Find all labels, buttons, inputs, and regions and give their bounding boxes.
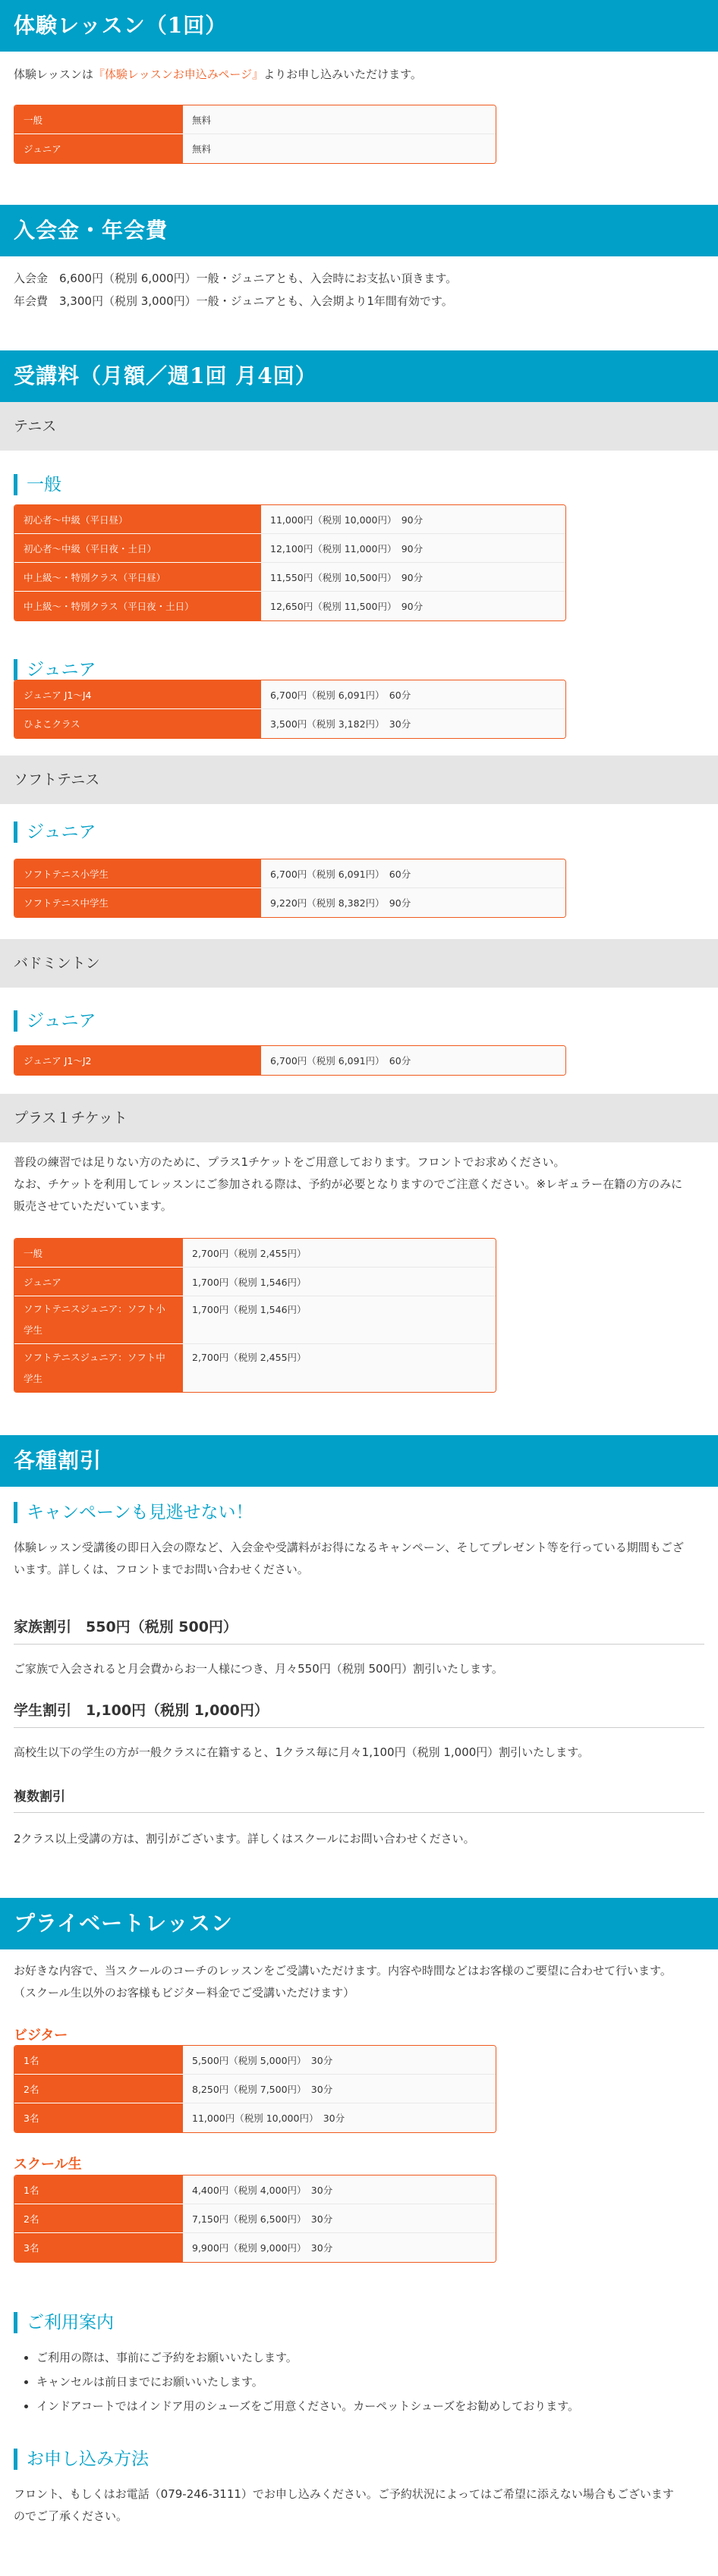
price-value: 4,400円（税別 4,000円） 30分 — [183, 2175, 496, 2204]
price-label: ジュニア J1～J2 — [14, 1046, 261, 1075]
table-row — [14, 1046, 565, 1075]
plus1-block — [0, 1094, 718, 1435]
list-item: • ご利用の際は、事前にご予約をお願いいたします。 — [36, 2345, 579, 2370]
tuition-title: 受講料（月額／週1回 月4回） — [0, 350, 718, 402]
list-item: • インドアコートではインドア用のシューズをご用意ください。カーペットシューズをお勧めしております。 — [36, 2394, 579, 2418]
price-label: ひよこクラス — [14, 709, 261, 738]
table-row — [14, 1344, 496, 1392]
price-value: 無料 — [183, 134, 496, 163]
price-value: 12,650円（税別 11,500円） 90分 — [261, 592, 565, 620]
price-value: 9,900円（税別 9,000円） 30分 — [183, 2233, 496, 2262]
price-label: 1名 — [14, 2046, 183, 2075]
category-label-soft-tennis: ソフトテニス — [0, 756, 718, 804]
price-label: 2名 — [14, 2075, 183, 2103]
price-value: 5,500円（税別 5,000円） 30分 — [183, 2046, 496, 2075]
table-row — [14, 1296, 496, 1344]
price-label: ジュニア — [14, 1268, 183, 1296]
category-label-badminton: バドミントン — [0, 939, 718, 988]
apply-text: フロント、もしくはお電話（079-246-3111）でお申し込みください。ご予約状況によってはご希望に添えない場合もございますのでご了承ください。 — [14, 2487, 674, 2523]
tennis-junior-heading: ジュニア — [14, 659, 96, 680]
trial-title: 体験レッスン（1回） — [0, 0, 718, 52]
table-row — [14, 2233, 496, 2262]
list-item: • キャンセルは前日までにお願いいたします。 — [36, 2370, 579, 2394]
table-row — [14, 563, 565, 592]
price-value: 6,700円（税別 6,091円） 60分 — [261, 680, 565, 709]
private-description: お好きな内容で、当スクールのコーチのレッスンをご受講いただけます。内容や時間などはお客様のご要望に合わせて行います。（スクール生以外のお客様もビジター料金でご受講いただけます） — [14, 1964, 672, 2000]
table-row — [14, 134, 496, 163]
family-discount-title: 家族割引 550円（税別 500円） — [14, 1616, 704, 1645]
price-label: ソフトテニス中学生 — [14, 888, 261, 917]
price-value: 11,000円（税別 10,000円） 30分 — [183, 2103, 496, 2132]
table-row — [14, 2204, 496, 2233]
trial-intro-pre: 体験レッスンは — [14, 68, 93, 81]
trial-application-link[interactable]: 『体験レッスンお申込みページ』 — [93, 68, 264, 81]
table-row — [14, 2103, 496, 2132]
visitor-prices — [14, 2045, 496, 2133]
price-label: 2名 — [14, 2204, 183, 2233]
price-value: 11,000円（税別 10,000円） 90分 — [261, 505, 565, 534]
price-value: 2,700円（税別 2,455円） — [183, 1239, 496, 1268]
section-tuition — [0, 350, 718, 402]
category-label-tennis-main: テニス — [0, 402, 718, 451]
fees-lines — [0, 267, 471, 313]
price-value: 3,500円（税別 3,182円） 30分 — [261, 709, 565, 738]
visitor-heading: ビジター — [14, 2028, 68, 2044]
apply-heading: お申し込み方法 — [14, 2449, 149, 2470]
table-row — [14, 2046, 496, 2075]
tennis-junior-prices — [14, 680, 566, 739]
price-value: 6,700円（税別 6,091円） 60分 — [261, 1046, 565, 1075]
table-row — [14, 1239, 496, 1268]
section-private — [0, 1898, 718, 2543]
badminton-junior-prices — [14, 1045, 566, 1076]
student-discount-title: 学生割引 1,100円（税別 1,000円） — [14, 1699, 704, 1728]
price-value: 1,700円（税別 1,546円） — [183, 1268, 496, 1296]
price-value: 8,250円（税別 7,500円） 30分 — [183, 2075, 496, 2103]
trial-intro-post: よりお申し込みいただけます。 — [263, 68, 422, 81]
soft-tennis-junior-prices — [14, 859, 566, 918]
multi-discount-text: 2クラス以上受講の方は、割引がございます。詳しくはスクールにお問い合わせください。 — [14, 1832, 475, 1846]
multi-discount-title: 複数割引 — [14, 1786, 704, 1813]
table-row — [14, 2175, 496, 2204]
family-discount-text: ご家族で入会されると月会費からお一人様につき、月々550円（税別 500円）割引いたします。 — [14, 1662, 503, 1676]
price-label: ジュニア — [14, 134, 183, 163]
fee-line-admission: 入会金 6,600円（税別 6,000円）一般・ジュニアとも、入会時にお支払い頂きます。 — [14, 272, 458, 285]
tennis-block — [0, 402, 718, 756]
price-label: 1名 — [14, 2175, 183, 2204]
price-label: 初心者～中級（平日昼） — [14, 505, 261, 534]
price-label: 中上級～・特別クラス（平日夜・土日） — [14, 592, 261, 620]
discounts-title: 各種割引 — [0, 1435, 718, 1487]
table-row — [14, 592, 565, 620]
table-row — [14, 505, 565, 534]
price-value: 9,220円（税別 8,382円） 90分 — [261, 888, 565, 917]
section-fees — [0, 205, 718, 350]
table-row — [14, 105, 496, 134]
table-row — [14, 888, 565, 917]
table-row — [14, 709, 565, 738]
usage-list — [0, 2345, 579, 2418]
table-row — [14, 534, 565, 563]
price-label: 初心者～中級（平日夜・土日） — [14, 534, 261, 563]
student-discount-text: 高校生以下の学生の方が一般クラスに在籍すると、1クラス毎に月々1,100円（税別 1,000円）割引いたします。 — [14, 1745, 590, 1759]
badminton-block — [0, 939, 718, 1094]
plus1-prices — [14, 1238, 496, 1393]
price-label: ソフトテニス小学生 — [14, 859, 261, 888]
price-value: 7,150円（税別 6,500円） 30分 — [183, 2204, 496, 2233]
fees-title: 入会金・年会費 — [0, 205, 718, 256]
tennis-general-prices — [14, 504, 566, 621]
fee-line-annual: 年会費 3,300円（税別 3,000円）一般・ジュニアとも、入会期より1年間有効です。 — [14, 294, 453, 308]
price-label: ジュニア J1～J4 — [14, 680, 261, 709]
price-value: 6,700円（税別 6,091円） 60分 — [261, 859, 565, 888]
section-trial — [0, 0, 718, 205]
price-label: 3名 — [14, 2233, 183, 2262]
member-prices — [14, 2175, 496, 2263]
badminton-junior-heading: ジュニア — [14, 1010, 96, 1032]
member-heading: スクール生 — [14, 2157, 82, 2172]
table-row — [14, 859, 565, 888]
soft-tennis-block — [0, 756, 718, 939]
trial-intro — [0, 64, 436, 85]
price-value: 11,550円（税別 10,500円） 90分 — [261, 563, 565, 592]
usage-heading: ご利用案内 — [14, 2312, 114, 2333]
plus1-description: 普段の練習では足りない方のために、プラス1チケットをご用意しております。フロントでお求めください。 なお、チケットを利用してレッスンにご参加される際は、予約が必要となりますのでご注意ください。※レギュラー在籍の方のみに販売させていただいています。 — [14, 1155, 683, 1213]
price-value: 無料 — [183, 105, 496, 134]
price-value: 1,700円（税別 1,546円） — [183, 1296, 496, 1344]
soft-tennis-junior-heading: ジュニア — [14, 821, 96, 843]
table-row — [14, 2075, 496, 2103]
price-label: 一般 — [14, 105, 183, 134]
price-label: ソフトテニスジュニア：ソフト中学生 — [14, 1344, 183, 1392]
table-row — [14, 680, 565, 709]
price-label: 3名 — [14, 2103, 183, 2132]
category-label-plus1: プラス１チケット — [0, 1094, 718, 1142]
trial-price-table — [14, 105, 496, 164]
price-label: 中上級～・特別クラス（平日昼） — [14, 563, 261, 592]
campaign-heading: キャンペーンも見逃せない！ — [14, 1502, 254, 1523]
price-value: 2,700円（税別 2,455円） — [183, 1344, 496, 1392]
price-label: ソフトテニスジュニア：ソフト小学生 — [14, 1296, 183, 1344]
price-label: 一般 — [14, 1239, 183, 1268]
price-value: 12,100円（税別 11,000円） 90分 — [261, 534, 565, 563]
section-discounts — [0, 1435, 718, 1898]
table-row — [14, 1268, 496, 1296]
private-title: プライベートレッスン — [0, 1898, 718, 1949]
tennis-general-heading-main: 一般 — [14, 474, 61, 495]
campaign-text: 体験レッスン受講後の即日入会の際など、入会金や受講料がお得になるキャンペーン、そしてプレゼント等を行っている期間もございます。詳しくは、フロントまでお問い合わせください。 — [14, 1541, 684, 1576]
